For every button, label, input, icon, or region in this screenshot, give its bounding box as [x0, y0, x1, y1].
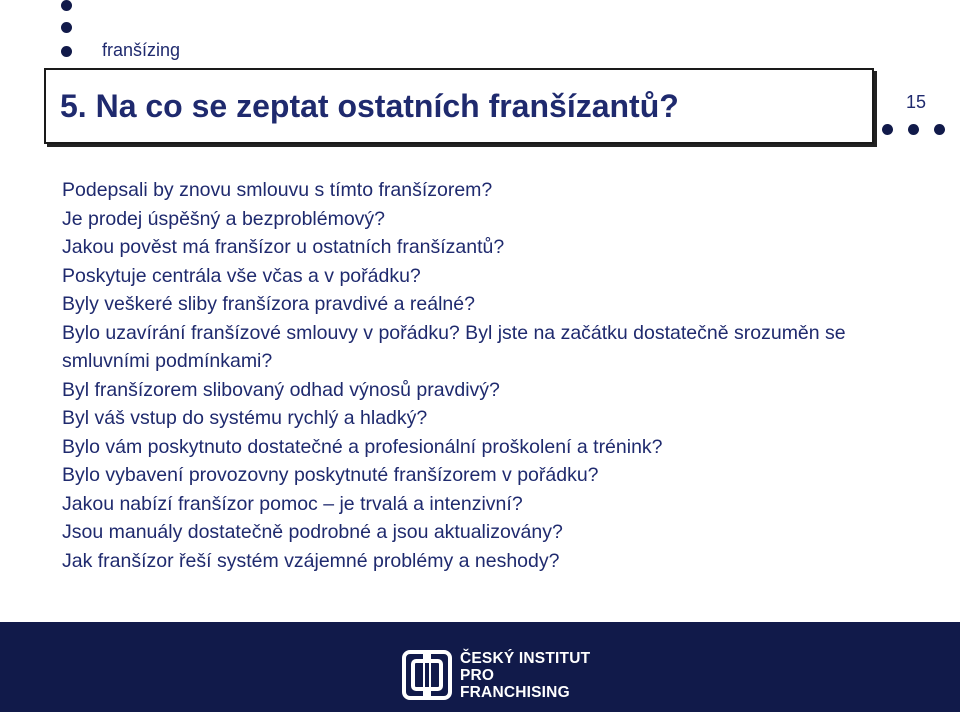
logo-line-3: FRANCHISING: [460, 684, 570, 701]
list-item: Je prodej úspěšný a bezproblémový?: [62, 207, 386, 230]
decor-dot: [61, 46, 72, 57]
logo-line-1: ČESKÝ INSTITUT: [460, 650, 591, 667]
decor-dot: [61, 0, 72, 11]
list-item: Jakou nabízí franšízor pomoc – je trvalá a intenzivní?: [62, 492, 523, 515]
list-item: Jak franšízor řeší systém vzájemné problémy a neshody?: [62, 549, 560, 572]
list-item: Bylo uzavírání franšízové smlouvy v pořádku? Byl jste na začátku dostatečně srozuměn se smluvními podmínkami?: [62, 321, 846, 372]
list-item: Jakou pověst má franšízor u ostatních franšízantů?: [62, 236, 505, 258]
logo-line-2: PRO: [460, 667, 495, 684]
question-list: [62, 176, 902, 575]
title-box: [44, 68, 874, 144]
list-item: Byl váš vstup do systému rychlý a hladký?: [62, 407, 428, 429]
list-item: Bylo vám poskytnuto dostatečné a profesionální proškolení a trénink?: [62, 435, 663, 458]
list-item: Byl franšízorem slibovaný odhad výnosů pravdivý?: [62, 378, 500, 401]
list-item: Bylo vybavení provozovny poskytnuté franšízorem v pořádku?: [62, 464, 599, 486]
decor-dot: [908, 124, 919, 135]
list-item: Jsou manuály dostatečně podrobné a jsou aktualizovány?: [62, 521, 563, 543]
list-item: Poskytuje centrála vše včas a v pořádku?: [62, 264, 421, 287]
list-item: Podepsali by znovu smlouvu s tímto franšízorem?: [62, 179, 493, 201]
decor-dot: [934, 124, 945, 135]
decor-dot: [61, 22, 72, 33]
cip-logo-icon: [402, 650, 452, 700]
section-label: franšízing: [102, 40, 181, 60]
footer-bar: [0, 622, 960, 712]
decor-dot: [882, 124, 893, 135]
page-number: 15: [906, 92, 927, 112]
list-item: Byly veškeré sliby franšízora pravdivé a reálné?: [62, 293, 475, 315]
slide-title: 5. Na co se zeptat ostatních franšízantů?: [60, 88, 679, 124]
cip-logo-text: [460, 650, 590, 701]
